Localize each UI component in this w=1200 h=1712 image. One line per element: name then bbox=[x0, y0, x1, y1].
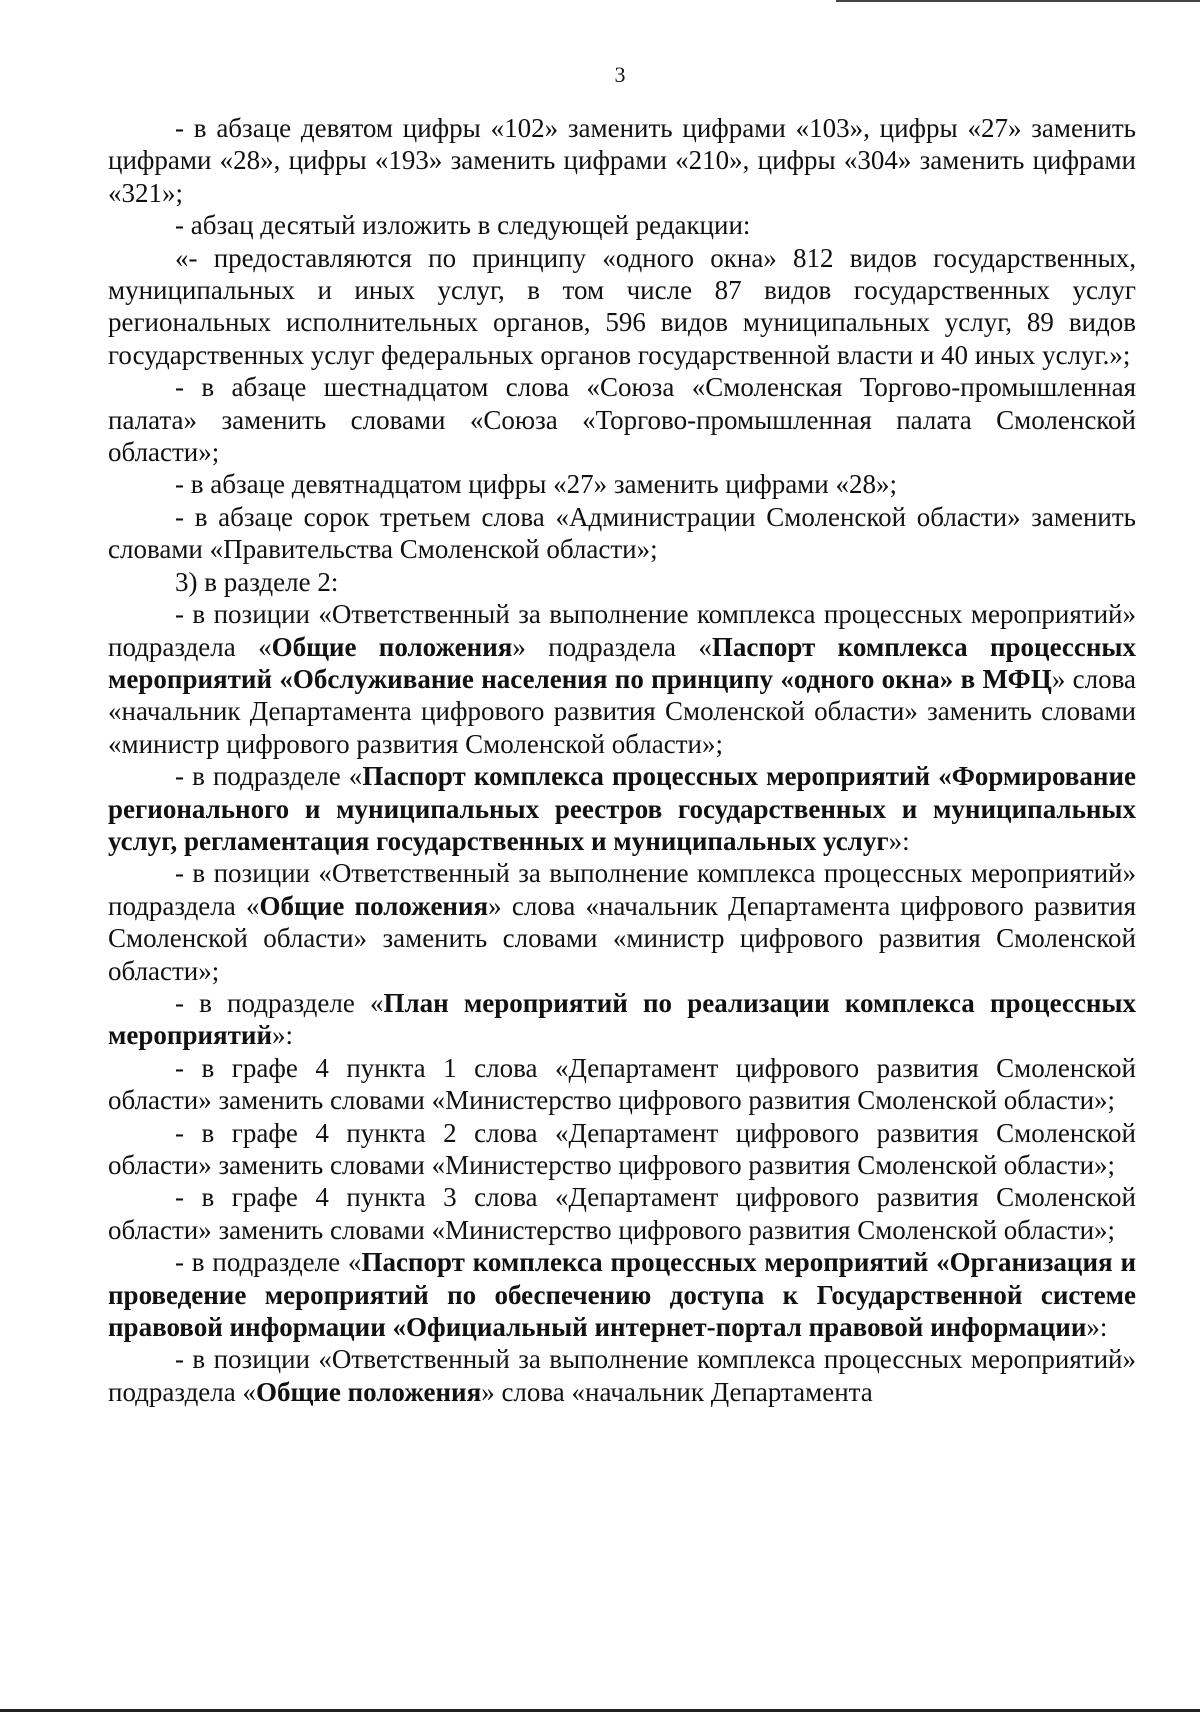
text-run: - в позиции «Ответственный за выполнение комплекса процессных мероприятий» подраздела « bbox=[108, 1344, 1136, 1407]
text-run: - в подразделе « bbox=[175, 1247, 362, 1278]
paragraph bbox=[108, 371, 1136, 468]
paragraph bbox=[108, 987, 1136, 1052]
text-run: - абзац десятый изложить в следующей редакции: bbox=[175, 210, 751, 241]
text-run: » слова «начальник Департамента цифрового развития Смоленской области» заменить словами «министр цифрового развития Смоленской области»; bbox=[108, 890, 1136, 986]
text-run: »: bbox=[888, 825, 910, 856]
paragraph bbox=[108, 760, 1136, 857]
document-body bbox=[108, 112, 1136, 1408]
paragraph bbox=[108, 1117, 1136, 1182]
paragraph bbox=[108, 1181, 1136, 1246]
text-run: - в абзаце сорок третьем слова «Администрации Смоленской области» заменить словами «Правительства Смоленской области»; bbox=[108, 501, 1136, 565]
bold-text-run: Общие положения bbox=[259, 890, 489, 921]
bold-text-run: Общие положения bbox=[256, 1376, 482, 1407]
text-run: - в подразделе « bbox=[175, 761, 363, 792]
paragraph bbox=[108, 112, 1136, 209]
scan-edge-line bbox=[836, 0, 1200, 2]
text-run: - в позиции «Ответственный за выполнение комплекса процессных мероприятий» подраздела « bbox=[108, 858, 1136, 921]
paragraph bbox=[108, 566, 1136, 598]
paragraph bbox=[108, 1052, 1136, 1117]
text-run: »: bbox=[272, 1020, 294, 1051]
bold-text-run: Паспорт комплекса процессных мероприятий «Организация и проведение мероприятий по обеспечению доступа к Государственной системе правовой информации «Официальный интернет-портал правовой информации bbox=[108, 1247, 1136, 1343]
text-run: - в абзаце девятнадцатом цифры «27» заменить цифрами «28»; bbox=[175, 469, 897, 500]
paragraph bbox=[108, 857, 1136, 987]
paragraph bbox=[108, 598, 1136, 760]
bold-text-run: Паспорт комплекса процессных мероприятий «Формирование регионального и муниципальных реестров государственных и муниципальных услуг, регламентация государственных и муниципальных услуг bbox=[108, 761, 1136, 856]
bold-text-run: Паспорт комплекса процессных мероприятий «Обслуживание населения по принципу «одного окна» в МФЦ bbox=[108, 631, 1136, 694]
paragraph bbox=[108, 501, 1136, 566]
paragraph bbox=[108, 209, 1136, 241]
text-run: - в абзаце шестнадцатом слова «Союза «Смоленская Торгово-промышленная палата» заменить словами «Союза «Торгово-промышленная палата Смоленской области»; bbox=[108, 372, 1136, 468]
text-run: - в абзаце девятом цифры «102» заменить цифрами «103», цифры «27» заменить цифрами «28», цифры «193» заменить цифрами «210», цифры «304» заменить цифрами «321»; bbox=[108, 113, 1136, 208]
text-run: » слова «начальник Департамента цифрового развития Смоленской области» заменить словами «министр цифрового развития Смоленской области»; bbox=[108, 663, 1136, 759]
bold-text-run: Общие положения bbox=[271, 631, 513, 662]
text-run: 3) в разделе 2: bbox=[175, 566, 339, 597]
paragraph bbox=[108, 1246, 1136, 1343]
text-run: «- предоставляются по принципу «одного окна» 812 видов государственных, муниципальных и иных услуг, в том числе 87 видов государственных услуг региональных исполнительных органов, 596 видов муниципальных услуг, 89 видов государственных услуг федеральных органов государственной власти и 40 иных услуг.»; bbox=[108, 242, 1136, 370]
paragraph bbox=[108, 242, 1136, 372]
paragraph bbox=[108, 468, 1136, 500]
text-run: - в графе 4 пункта 1 слова «Департамент цифрового развития Смоленской области» заменить словами «Министерство цифрового развития Смоленской области»; bbox=[108, 1052, 1136, 1116]
text-run: »: bbox=[1086, 1312, 1108, 1343]
text-run: - в графе 4 пункта 3 слова «Департамент цифрового развития Смоленской области» заменить словами «Министерство цифрового развития Смоленской области»; bbox=[108, 1182, 1136, 1245]
text-run: - в позиции «Ответственный за выполнение комплекса процессных мероприятий» подраздела « bbox=[108, 599, 1136, 662]
text-run: - в графе 4 пункта 2 слова «Департамент цифрового развития Смоленской области» заменить словами «Министерство цифрового развития Смоленской области»; bbox=[108, 1117, 1136, 1180]
bold-text-run: План мероприятий по реализации комплекса процессных мероприятий bbox=[108, 987, 1136, 1051]
text-run: » слова «начальник Департамента bbox=[481, 1376, 873, 1407]
text-run: - в подразделе « bbox=[175, 987, 384, 1018]
text-run: » подраздела « bbox=[512, 631, 712, 662]
paragraph bbox=[108, 1343, 1136, 1408]
page-number: 3 bbox=[614, 62, 626, 87]
